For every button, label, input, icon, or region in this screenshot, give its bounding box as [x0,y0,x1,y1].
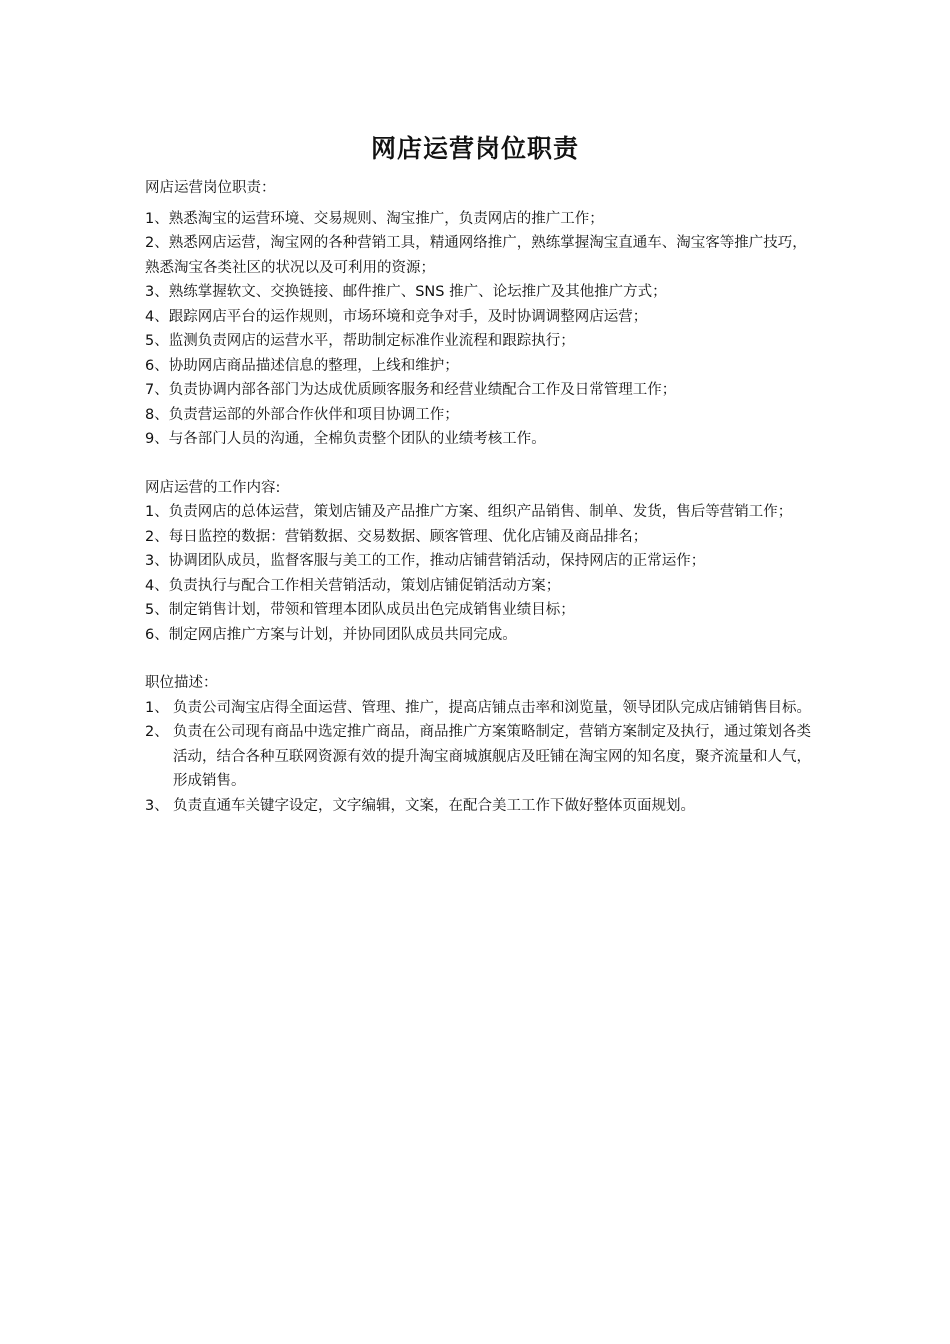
list-item-number: 1、 [145,699,169,716]
section-heading-job-description: 职位描述： [145,675,218,691]
spacer [145,452,815,476]
section-heading-duties: 网店运营岗位职责： [145,180,276,196]
list-item [145,720,815,794]
list-item: 3、熟练掌握软文、交换链接、邮件推广、SNS 推广、论坛推广及其他推广方式； [145,284,667,300]
document-title: 网店运营岗位职责 [370,134,579,163]
list-item-text: 负责在公司现有商品中选定推广商品，商品推广方案策略制定，营销方案制定及执行，通过策划各类活动，结合各种互联网资源有效的提升淘宝商城旗舰店及旺铺在淘宝网的知名度，聚齐流量和人气，形成销售。 [173,724,811,789]
list-item: 1、负责网店的总体运营，策划店铺及产品推广方案、组织产品销售、制单、发货，售后等营销工作； [145,504,793,520]
spacer [145,647,815,671]
list-item: 7、负责协调内部各部门为达成优质顾客服务和经营业绩配合工作及日常管理工作； [145,382,677,398]
list-item: 5、制定销售计划，带领和管理本团队成员出色完成销售业绩目标； [145,602,575,618]
list-item: 9、与各部门人员的沟通，全棉负责整个团队的业绩考核工作。 [145,431,546,447]
list-item: 5、监测负责网店的运营水平，帮助制定标准作业流程和跟踪执行； [145,333,575,349]
list-item-text: 负责公司淘宝店得全面运营、管理、推广，提高店铺点击率和浏览量，领导团队完成店铺销售目标。 [173,699,811,716]
list-item: 1、熟悉淘宝的运营环境、交易规则、淘宝推广，负责网店的推广工作； [145,210,604,227]
list-item [145,696,815,721]
document-body [145,176,815,818]
list-item-number: 3、 [145,797,169,814]
list-item: 3、协调团队成员，监督客服与美工的工作，推动店铺营销活动，保持网店的正常运作； [145,553,706,569]
list-item-number: 2、 [145,724,169,740]
section-heading-work-content: 网店运营的工作内容: [145,479,281,496]
list-item: 2、每日监控的数据：营销数据、交易数据、顾客管理、优化店铺及商品排名； [145,528,648,545]
list-item: 4、负责执行与配合工作相关营销活动，策划店铺促销活动方案； [145,577,561,594]
list-item: 8、负责营运部的外部合作伙伴和项目协调工作； [145,406,459,423]
list-item [145,794,815,819]
list-item-text: 负责直通车关键字设定，文字编辑，文案，在配合美工工作下做好整体页面规划。 [173,797,695,814]
list-item: 6、协助网店商品描述信息的整理，上线和维护； [145,357,459,374]
list-item: 4、跟踪网店平台的运作规则，市场环境和竞争对手，及时协调调整网店运营； [145,308,648,325]
list-item: 6、制定网店推广方案与计划，并协同团队成员共同完成。 [145,626,517,643]
list-item: 2、熟悉网店运营，淘宝网的各种营销工具，精通网络推广，熟练掌握淘宝直通车、淘宝客等推广技巧，熟悉淘宝各类社区的状况以及可利用的资源； [145,235,807,276]
